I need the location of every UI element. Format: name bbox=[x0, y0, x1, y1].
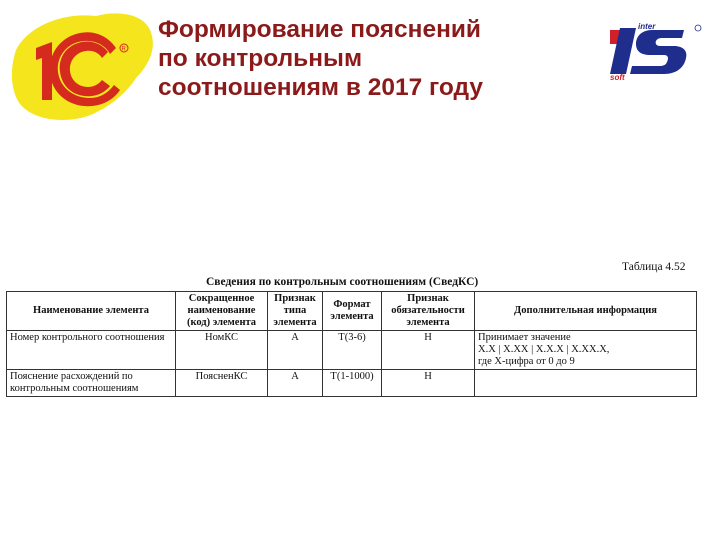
logo-is-inter-text: inter bbox=[638, 22, 656, 31]
logo-is-soft-text: soft bbox=[610, 73, 625, 80]
cell-code: ПоясненКС bbox=[176, 370, 268, 397]
cell-required: H bbox=[382, 331, 475, 370]
cell-format: T(1-1000) bbox=[323, 370, 382, 397]
header-format: Формат элемента bbox=[323, 292, 382, 331]
table-number: Таблица 4.52 bbox=[622, 261, 686, 273]
svg-text:R: R bbox=[121, 46, 126, 53]
cell-format: T(3-6) bbox=[323, 331, 382, 370]
table-caption: Сведения по контрольным соотношениям (СведКС) bbox=[206, 276, 479, 288]
header-type: Признак типа элемента bbox=[268, 292, 323, 331]
table-row bbox=[7, 370, 697, 397]
cell-name: Номер контрольного соотношения bbox=[7, 331, 176, 370]
title-line-3: соотношениям в 2017 году bbox=[158, 74, 484, 101]
cell-required: Н bbox=[382, 370, 475, 397]
header-required: Признак обязательности элемента bbox=[382, 292, 475, 331]
title-line-1: Формирование пояснений bbox=[158, 16, 481, 43]
table-header-row bbox=[7, 292, 697, 331]
header-code: Сокращенное наименование (код) элемента bbox=[176, 292, 268, 331]
cell-type: А bbox=[268, 370, 323, 397]
header-info: Дополнительная информация bbox=[475, 292, 697, 331]
header-name: Наименование элемента bbox=[7, 292, 176, 331]
table-row bbox=[7, 331, 697, 370]
title-line-2: по контрольным bbox=[158, 45, 363, 72]
cell-info bbox=[475, 370, 697, 397]
spec-table bbox=[6, 291, 697, 397]
cell-name: Пояснение расхождений по контрольным соотношениям bbox=[7, 370, 176, 397]
cell-type: А bbox=[268, 331, 323, 370]
cell-info: Принимает значение X.X | X.XX | X.X.X | X.XX.X, где X-цифра от 0 до 9 bbox=[475, 331, 697, 370]
cell-code: НомКС bbox=[176, 331, 268, 370]
